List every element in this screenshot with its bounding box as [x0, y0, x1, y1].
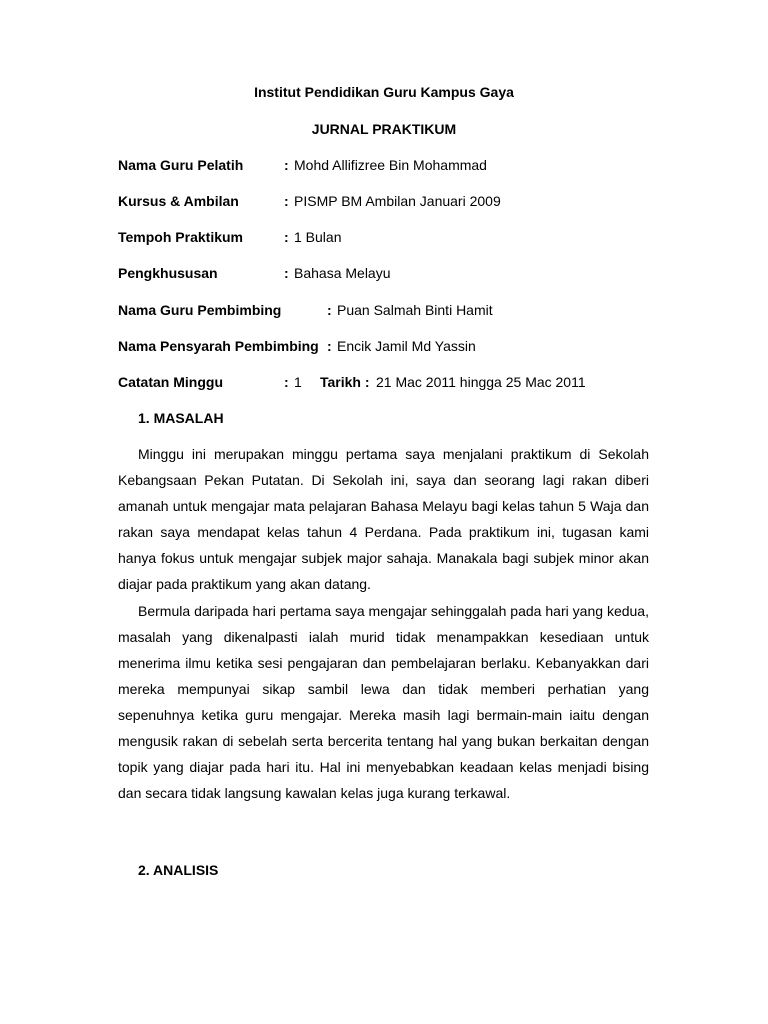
tarikh-value: 21 Mac 2011 hingga 25 Mac 2011: [376, 374, 586, 390]
field-row-pengkhususan: [118, 265, 678, 285]
field-row-guru-pelatih: [118, 157, 678, 177]
field-label: Catatan Minggu: [118, 374, 223, 390]
section-heading-masalah: 1. MASALAH: [138, 410, 224, 426]
week-number: 1: [294, 374, 302, 390]
document-title: JURNAL PRAKTIKUM: [311, 121, 457, 137]
field-label: Kursus & Ambilan: [118, 193, 239, 209]
institution-name: Institut Pendidikan Guru Kampus Gaya: [254, 84, 514, 100]
field-label: Pengkhususan: [118, 265, 218, 281]
field-value: PISMP BM Ambilan Januari 2009: [294, 193, 501, 209]
field-colon: :: [284, 229, 289, 245]
field-row-pensyarah-pembimbing: [118, 338, 678, 358]
paragraph-masalah-2: Bermula daripada hari pertama saya mengajar sehinggalah pada hari yang kedua, masalah yang dikenalpasti ialah murid tidak menampakkan kesediaan untuk menerima ilmu ketika sesi pengajaran dan pembelajaran berlaku. Kebanyakkan dari mereka mempunyai sikap sambil lewa dan tidak memberi perhatian yang sepenuhnya ketika guru mengajar. Mereka masih lagi bermain-main iaitu dengan mengusik rakan di sebelah serta bercerita tentang hal yang bukan berkaitan dengan topik yang diajar pada hari itu. Hal ini menyebabkan keadaan kelas menjadi bising dan secara tidak langsung kawalan kelas juga kurang terkawal.: [118, 603, 649, 801]
field-colon: :: [284, 265, 289, 281]
field-colon: :: [284, 193, 289, 209]
field-label: Nama Guru Pelatih: [118, 157, 244, 173]
field-colon: :: [284, 157, 289, 173]
field-row-tempoh-praktikum: [118, 229, 678, 249]
section-heading-analisis: 2. ANALISIS: [138, 862, 219, 878]
field-row-guru-pembimbing: [118, 302, 678, 322]
field-value: Mohd Allifizree Bin Mohammad: [294, 157, 487, 173]
field-label: Nama Pensyarah Pembimbing: [118, 338, 319, 354]
field-colon: :: [327, 302, 332, 318]
field-row-catatan-minggu: [118, 374, 678, 394]
field-row-kursus-ambilan: [118, 193, 678, 213]
field-colon: :: [284, 374, 289, 390]
tarikh-label: Tarikh :: [320, 374, 370, 390]
field-label: Tempoh Praktikum: [118, 229, 243, 245]
field-value: Encik Jamil Md Yassin: [337, 338, 476, 354]
paragraph-masalah-1: Minggu ini merupakan minggu pertama saya menjalani praktikum di Sekolah Kebangsaan Pekan Putatan. Di Sekolah ini, saya dan seorang lagi rakan diberi amanah untuk mengajar mata pelajaran Bahasa Melayu bagi kelas tahun 5 Waja dan rakan saya mendapat kelas tahun 4 Perdana. Pada praktikum ini, tugasan kami hanya fokus untuk mengajar subjek major sahaja. Manakala bagi subjek minor akan diajar pada praktikum yang akan datang.: [118, 446, 649, 592]
field-label: Nama Guru Pembimbing: [118, 302, 282, 318]
field-value: Puan Salmah Binti Hamit: [337, 302, 493, 318]
field-value: Bahasa Melayu: [294, 265, 391, 281]
field-colon: :: [327, 338, 332, 354]
field-value: 1 Bulan: [294, 229, 342, 245]
